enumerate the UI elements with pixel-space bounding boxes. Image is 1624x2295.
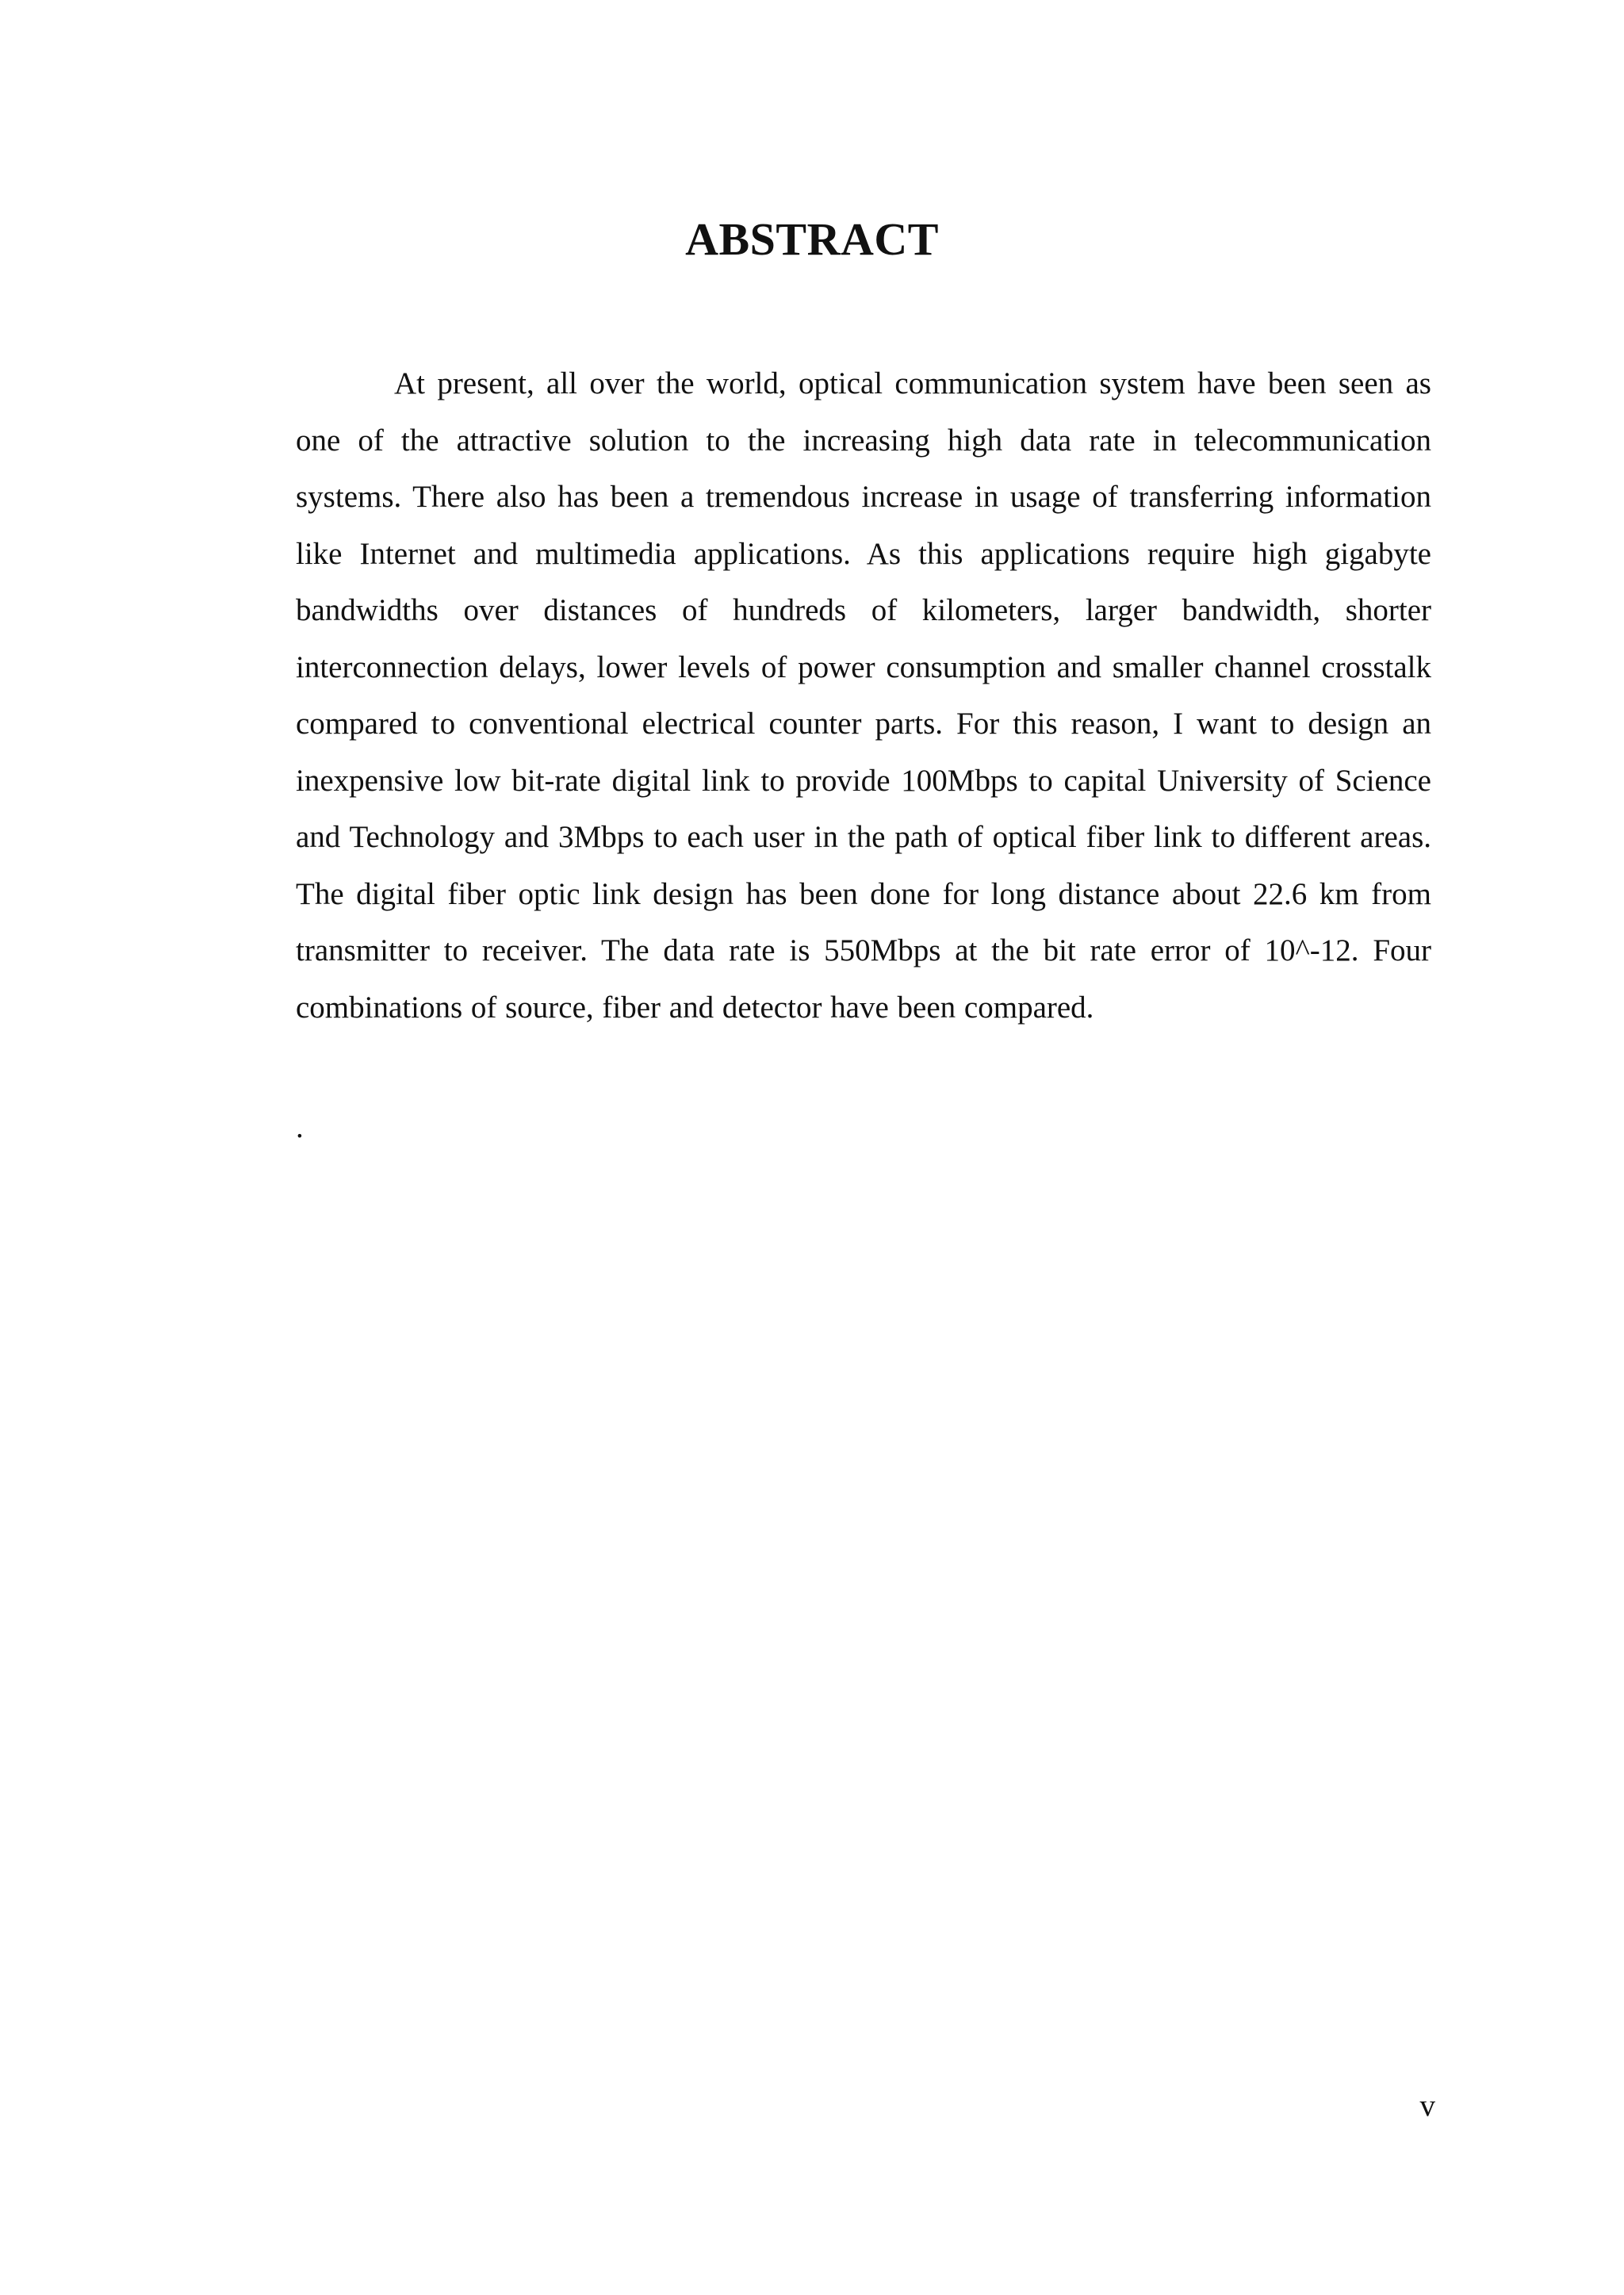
trailing-period: . [296,1110,304,1144]
page-title: ABSTRACT [685,213,939,265]
page-number: v [1419,2089,1435,2123]
abstract-paragraph: At present, all over the world, optical communication system have been seen as one of the attractive solution to the increasing high data rate in telecommunication systems. There also has been a tremendous increase in usage of transferring information like Internet and multimedia applications. As this applications require high gigabyte bandwidths over distances of hundreds of kilometers, larger bandwidth, shorter interconnection delays, lower levels of power consumption and smaller channel crosstalk compared to conventional electrical counter parts. For this reason, I want to design an inexpensive low bit-rate digital link to provide 100Mbps to capital University of Science and Technology and 3Mbps to each user in the path of optical fiber link to different areas. The digital fiber optic link design has been done for long distance about 22.6 km from transmitter to receiver. The data rate is 550Mbps at the bit rate error of 10^-12. Four combinations of source, fiber and detector have been compared. [296,366,1431,1025]
